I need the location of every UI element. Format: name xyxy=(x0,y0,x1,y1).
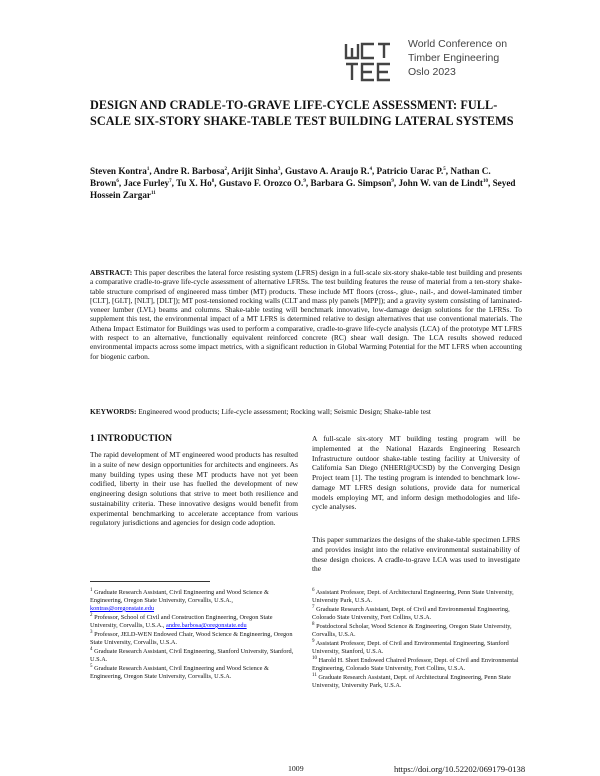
author-name: Nathan C. Brown xyxy=(90,166,491,189)
footnote-text: Assistant Professor, Dept. of Architectural Engineering, Penn State University, University Park, U.S.A. xyxy=(312,589,514,604)
footnote-number: 4 xyxy=(90,646,93,652)
footnote xyxy=(90,631,298,647)
author-affiliation-mark: 2 xyxy=(224,166,228,172)
author-affiliation-mark: 5 xyxy=(443,166,446,172)
footnote xyxy=(90,614,298,630)
footnote xyxy=(312,640,522,656)
intro-paragraph-left: The rapid development of MT engineered wood products has resulted in a suite of new design opportunities for architects and engineers. As many building types using these MT products have not yet been codified, liberty in their use has fuelled the development of new engineering design solutions that strive to meet both resilience and sustainability criteria. These innovative designs would benefit from experimental benchmarking to accelerate acceptance from various regulatory jurisdictions and agencies for design code adoption. xyxy=(90,450,298,528)
author-name: Andre R. Barbosa xyxy=(153,166,225,176)
footnote-text: Harold H. Short Endowed Chaired Professor, Dept. of Civil and Environmental Engineering, Colorado State University, Fort Collins, U.S.A. xyxy=(312,657,519,672)
intro-paragraph-right-2: This paper summarizes the designs of the shake-table specimen LFRS and provides insight into the relative environmental sustainability of these design choices. A cradle-to-grave LCA was used to investigate the xyxy=(312,535,520,574)
author-name: Tu X. Ho xyxy=(176,178,212,189)
footnote xyxy=(312,606,522,622)
footnotes-left xyxy=(90,589,298,682)
footnote-text: Professor, School of Civil and Construction Engineering, Oregon State University, Corvallis, U.S.A., xyxy=(90,613,273,629)
footnote-number: 5 xyxy=(90,663,93,669)
author-affiliation-mark: 10 xyxy=(482,179,488,185)
footnote xyxy=(90,589,298,613)
footnote-number: 2 xyxy=(90,612,93,618)
keywords-label: KEYWORDS: xyxy=(90,407,137,416)
footnote-text: Graduate Research Assistant, Civil Engineering and Wood Science & Engineering, Oregon State University, Corvallis, U.S.A., xyxy=(90,589,269,604)
author-name: Jace Furley xyxy=(123,178,170,189)
footnote xyxy=(312,589,522,605)
footnote-text: Professor, JELD-WEN Endowed Chair, Wood Science & Engineering, Oregon State University, Corvallis, U.S.A. xyxy=(90,630,293,646)
author-name: Gustavo F. Orozco O. xyxy=(218,178,304,189)
footnote xyxy=(312,623,522,639)
author-affiliation-mark: 9 xyxy=(391,179,394,185)
section-heading-introduction: 1 INTRODUCTION xyxy=(90,434,173,444)
wcte-logo xyxy=(344,42,404,82)
author-list: Steven Kontra$^1$, Andre R. Barbosa$^2$, Arijit Sinha$^3$, Gustavo A. Araujo R.$^4$, Patricio Uarac P.$^5$, Nathan C. Brown$^6$, Jace Furley$^7$, Tu X. Ho$^8$, Gustavo F. Orozco O.$^9$, Barbara G. Simpson$^9$, John W. van de Lindt$^{10}$, Seyed Hossein Zargar$^{11}$ xyxy=(90,166,516,201)
conference-line-2: Timber Engineering xyxy=(408,52,500,64)
author-affiliation-mark: 7 xyxy=(169,179,172,185)
conference-name xyxy=(408,37,548,79)
abstract-text: This paper describes the lateral force resisting system (LFRS) design in a full-scale six-story shake-table test building and presents a comparative cradle-to-grave life-cycle assessment of alternative LFRSs. The test building features the reuse of material from a ten-story shake-table structure comprised of engineered mass timber (MT) products. These include MT floors (cross-, glue-, nail-, and dowel-laminated timber [CLT], [GLT], [NLT], [DLT]); MT post-tensioned rocking walls (CLT and mass ply panels [MPP]); and a gravity system consisting of laminated-veneer lumber (LVL) beams and columns. Shake-table testing will benchmark innovative, low-damage design solutions for the LFRSs. To supplement this test, the environmental impact of a MT LFRS is determined relative to design alternatives that use conventional materials. The Athena Impact Estimator for Buildings was used to perform a comparative, cradle-to-grave life-cycle analysis (LCA) of the prototype MT LFRS with respect to an alternative, functionally equivalent reinforced concrete (RC) shear wall design. The LCA results showed reduced environmental impacts across some impact metrics, with a significant reduction in Global Warming Potential for the MT LFRS when accounting for biogenic carbon. xyxy=(90,268,522,361)
footnote-text: Graduate Research Assistant, Civil Engineering and Wood Science & Engineering, Oregon State University, Corvallis, U.S.A. xyxy=(90,664,269,680)
footnote-text: Graduate Research Assistant, Civil Engineering, Stanford University, Stanford, U.S.A. xyxy=(90,647,294,663)
author-name: Gustavo A. Araujo R. xyxy=(284,166,370,176)
author-name: Patricio Uarac P. xyxy=(376,166,444,176)
author-name: Barbara G. Simpson xyxy=(310,178,392,189)
doi-link[interactable]: https://doi.org/10.52202/069179-0138 xyxy=(394,764,526,774)
author-affiliation-mark: 1 xyxy=(146,166,150,172)
author-name: Steven Kontra xyxy=(90,166,147,176)
footnote-divider xyxy=(90,581,210,582)
footnote-number: 10 xyxy=(312,655,317,661)
footnote-email-link[interactable]: kontras@oregonstate.edu xyxy=(90,604,155,612)
author-affiliation-mark: 6 xyxy=(116,179,119,185)
author-affiliation-mark: 3 xyxy=(277,166,281,172)
conference-line-1: World Conference on xyxy=(408,38,508,50)
footnote-number: 9 xyxy=(312,638,315,644)
keywords-text: Engineered wood products; Life-cycle assessment; Rocking wall; Seismic Design; Shake-table test xyxy=(138,407,431,416)
footnote xyxy=(312,674,522,690)
abstract-label: ABSTRACT: xyxy=(90,268,133,277)
footnote-number: 6 xyxy=(312,587,315,593)
author-affiliation-mark: 4 xyxy=(369,166,372,172)
footnote-number: 1 xyxy=(90,587,93,593)
footnote-text: Assistant Professor, Dept. of Civil and Environmental Engineering, Stanford University, Stanford, U.S.A. xyxy=(312,640,509,655)
paper-title: DESIGN AND CRADLE-TO-GRAVE LIFE-CYCLE ASSESSMENT: FULL-SCALE SIX-STORY SHAKE-TABLE TEST BUILDING LATERAL SYSTEMS xyxy=(90,98,514,128)
footnote-number: 3 xyxy=(90,629,93,635)
footnote xyxy=(90,665,298,681)
footnote-email-link[interactable]: andre.barbosa@oregonstate.edu xyxy=(166,621,247,629)
footnotes-right xyxy=(312,589,522,691)
footnote-number: 8 xyxy=(312,621,315,627)
author-affiliation-mark: 11 xyxy=(151,191,156,197)
author-name: Arijit Sinha xyxy=(231,166,278,176)
keywords xyxy=(90,407,522,416)
author-affiliation-mark: 8 xyxy=(211,179,215,185)
footnote xyxy=(312,657,522,673)
page-number: 1009 xyxy=(288,764,304,773)
footnote-number: 11 xyxy=(312,672,317,678)
footnote-text: Graduate Research Assistant, Dept. of Civil and Environmental Engineering, Colorado State University, Fort Collins, U.S.A. xyxy=(312,606,510,621)
author-affiliation-mark: 9 xyxy=(303,179,306,185)
conference-line-3: Oslo 2023 xyxy=(408,66,456,78)
footnote xyxy=(90,648,298,664)
intro-paragraph-right-1: A full-scale six-story MT building testing program will be implemented at the National Hazards Engineering Research Infrastructure outdoor shake-table testing facility at University of California San Diego (NHERI@UCSD) by the Converging Design Project team [1]. The testing program is intended to benchmark low-damage MT LFRS design solutions, provide data for numerical models employing MT, and inform design methodologies and life-cycle analyses. xyxy=(312,434,520,512)
author-name: John W. van de Lindt xyxy=(398,178,483,189)
footnote-number: 7 xyxy=(312,604,315,610)
footnote-text: Graduate Research Assistant, Dept. of Architectural Engineering, Penn State University, University Park, U.S.A. xyxy=(312,674,511,689)
footnote-text: Postdoctoral Scholar, Wood Science & Engineering, Oregon State University, Corvallis, U.S.A. xyxy=(312,623,512,638)
author-name: Seyed Hossein Zargar xyxy=(90,178,516,201)
abstract xyxy=(90,268,522,361)
